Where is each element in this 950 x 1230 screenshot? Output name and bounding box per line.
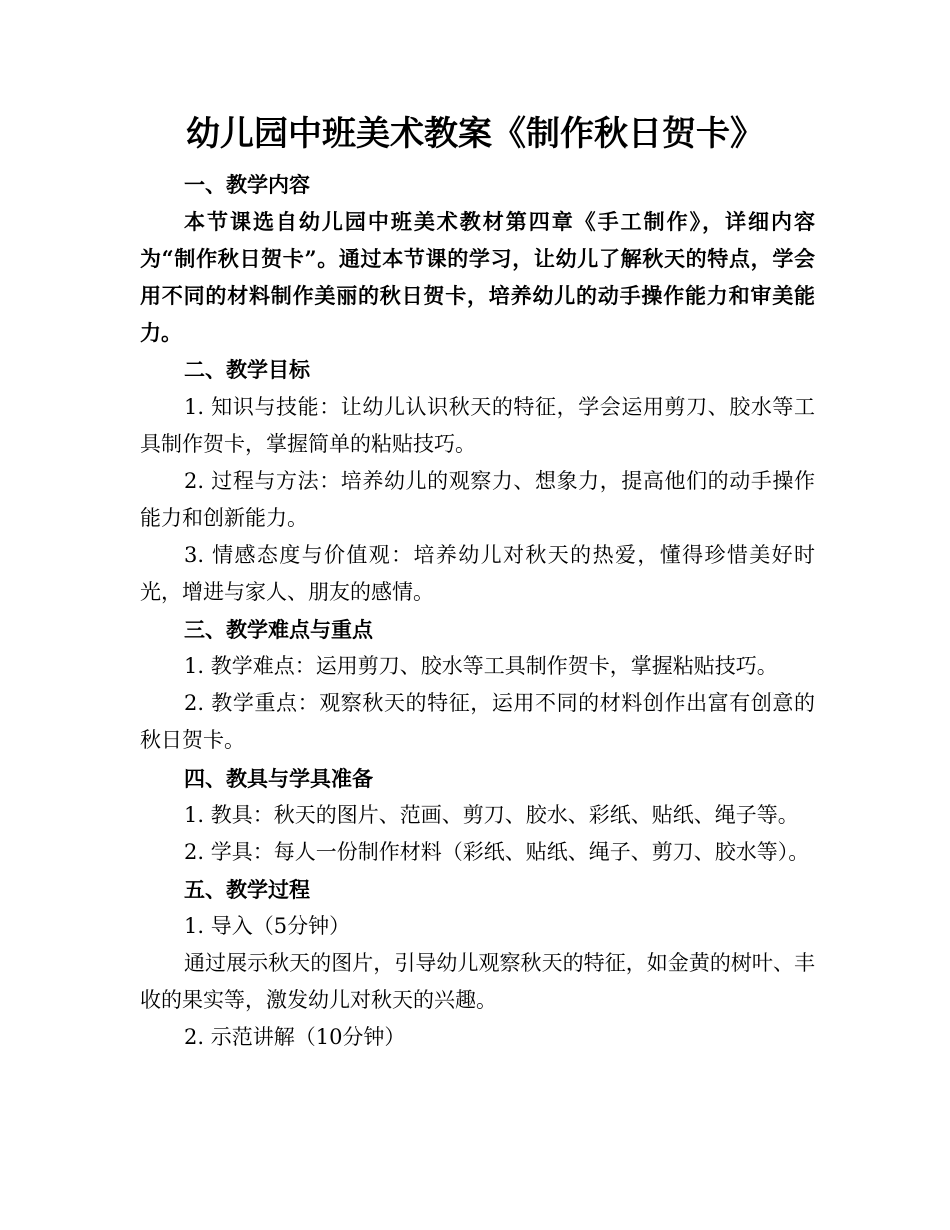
section-heading-materials: 四、教具与学具准备: [184, 765, 373, 791]
section-heading-difficulties: 三、教学难点与重点: [184, 617, 373, 643]
section-heading-teaching-content: 一、教学内容: [184, 172, 310, 197]
process-step-demo: 2. 示范讲解（10分钟）: [184, 1025, 406, 1050]
document-body: [140, 166, 815, 1056]
section-heading-teaching-goals: 二、教学目标: [184, 357, 310, 383]
difficulty-item: 1. 教学难点：运用剪刀、胶水等工具制作贺卡，掌握粘贴技巧。: [184, 654, 778, 679]
process-step-intro-desc: 通过展示秋天的图片，引导幼儿观察秋天的特征，如金黄的树叶、丰收的果实等，激发幼儿对秋天的兴趣。: [140, 950, 815, 1013]
materials-item-student: 2. 学具：每人一份制作材料（彩纸、贴纸、绳子、剪刀、胶水等）。: [184, 839, 810, 864]
goal-item-knowledge: 1. 知识与技能：让幼儿认识秋天的特征，学会运用剪刀、胶水等工具制作贺卡，掌握简单的粘贴技巧。: [140, 394, 815, 456]
materials-item-teacher: 1. 教具：秋天的图片、范画、剪刀、胶水、彩纸、贴纸、绳子等。: [184, 802, 799, 827]
paragraph-teaching-content: 本节课选自幼儿园中班美术教材第四章《手工制作》，详细内容为“制作秋日贺卡”。通过本节课的学习，让幼儿了解秋天的特点，学会用不同的材料制作美丽的秋日贺卡，培养幼儿的动手操作能力和审美能力。: [140, 209, 815, 346]
section-heading-process: 五、教学过程: [184, 876, 310, 902]
key-point-item: 2. 教学重点：观察秋天的特征，运用不同的材料创作出富有创意的秋日贺卡。: [140, 691, 815, 753]
process-step-intro: 1. 导入（5分钟）: [184, 913, 351, 938]
document-title: 幼儿园中班美术教案《制作秋日贺卡》: [186, 114, 764, 154]
goal-item-emotion: 3. 情感态度与价值观：培养幼儿对秋天的热爱，懂得珍惜美好时光，增进与家人、朋友的感情。: [140, 542, 815, 605]
goal-item-process: 2. 过程与方法：培养幼儿的观察力、想象力，提高他们的动手操作能力和创新能力。: [140, 468, 815, 530]
